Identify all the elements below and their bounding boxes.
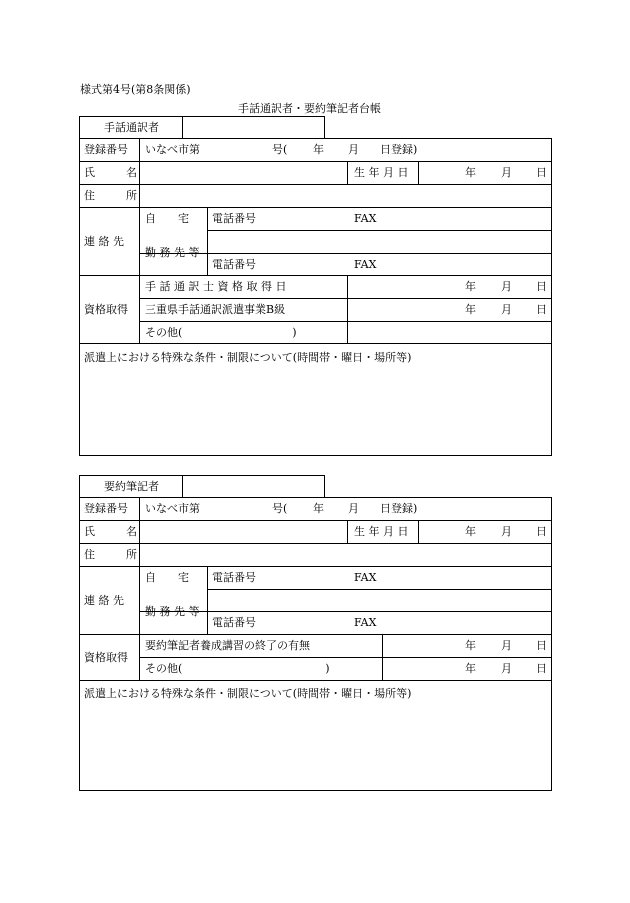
contact-label: 連 絡 先 [84, 235, 124, 248]
reg-month: 月 [348, 143, 359, 156]
section-header: 手話通訳者 [104, 121, 159, 134]
qual-row-month: 月 [501, 303, 512, 316]
form-reference: 様式第4号(第8条関係) [80, 83, 191, 96]
reg-middle: 号( [272, 143, 288, 156]
home-phone-label: 電話番号 [212, 571, 256, 584]
row-line [139, 611, 552, 612]
notes-label: 派遣上における特殊な条件・制限について(時間帯・曜日・場所等) [84, 351, 412, 364]
reg-suffix: 日登録) [380, 502, 418, 515]
qual-row-day: 日 [536, 303, 547, 316]
name-label: 氏 名 [84, 525, 147, 538]
row-line [139, 298, 552, 299]
contact-label: 連 絡 先 [84, 594, 124, 607]
row-line [79, 634, 552, 635]
qual-row-text: 手 話 通 訳 士 資 格 取 得 日 [145, 280, 287, 293]
qual-row-month: 月 [501, 639, 512, 652]
divider [182, 475, 183, 498]
birth-date-label: 生 年 月 日 [354, 166, 409, 179]
col-line [418, 161, 419, 184]
divider [182, 116, 183, 139]
row-line [139, 321, 552, 322]
qual-row-year: 年 [465, 662, 476, 675]
qual-row-text: 三重県手話通訳派遣事業B級 [145, 303, 286, 316]
birth-month: 月 [501, 525, 512, 538]
qualification-label: 資格取得 [84, 651, 128, 664]
work-phone-label: 電話番号 [212, 616, 256, 629]
qual-row-year: 年 [465, 639, 476, 652]
reg-year: 年 [313, 143, 324, 156]
reg-number-label: 登録番号 [84, 143, 128, 156]
reg-year: 年 [313, 502, 324, 515]
birth-year: 年 [465, 166, 476, 179]
row-line [79, 184, 552, 185]
birth-year: 年 [465, 525, 476, 538]
reg-prefix: いなべ市第 [145, 143, 200, 156]
row-line [79, 520, 552, 521]
qual-row-day: 日 [536, 280, 547, 293]
row-line [79, 161, 552, 162]
address-label: 住 所 [84, 548, 147, 561]
qual-row-text: その他( ) [145, 326, 297, 339]
address-label: 住 所 [84, 189, 147, 202]
qual-row-day: 日 [536, 662, 547, 675]
col-line [207, 566, 208, 634]
row-line [79, 207, 552, 208]
qual-row-text: その他( ) [145, 662, 330, 675]
work-fax-label: FAX [354, 258, 377, 271]
col-line [347, 161, 348, 184]
col-line [207, 207, 208, 275]
row-line [79, 543, 552, 544]
qual-row-month: 月 [501, 662, 512, 675]
row-line [79, 275, 552, 276]
home-fax-label: FAX [354, 212, 377, 225]
work-label: 勤 務 先 等 [145, 246, 200, 259]
birth-day: 日 [536, 166, 547, 179]
birth-date-label: 生 年 月 日 [354, 525, 409, 538]
work-phone-label: 電話番号 [212, 258, 256, 271]
home-label: 自 宅 [145, 571, 189, 584]
row-line [207, 230, 552, 231]
qual-row-text: 要約筆記者養成講習の終了の有無 [145, 639, 310, 652]
qualification-label: 資格取得 [84, 303, 128, 316]
qual-row-year: 年 [465, 280, 476, 293]
page-title: 手話通訳者・要約筆記者台帳 [238, 102, 381, 115]
qual-row-day: 日 [536, 639, 547, 652]
col-line [382, 634, 383, 681]
row-line [207, 589, 552, 590]
reg-month: 月 [348, 502, 359, 515]
col-line [418, 520, 419, 543]
col-line [347, 275, 348, 344]
work-label: 勤 務 先 等 [145, 605, 200, 618]
reg-number-label: 登録番号 [84, 502, 128, 515]
row-line [139, 253, 552, 254]
birth-month: 月 [501, 166, 512, 179]
col-line [347, 520, 348, 543]
reg-suffix: 日登録) [380, 143, 418, 156]
birth-day: 日 [536, 525, 547, 538]
notes-label: 派遣上における特殊な条件・制限について(時間帯・曜日・場所等) [84, 687, 412, 700]
section-header: 要約筆記者 [104, 480, 159, 493]
row-line [139, 657, 552, 658]
reg-middle: 号( [272, 502, 288, 515]
qual-row-month: 月 [501, 280, 512, 293]
reg-prefix: いなべ市第 [145, 502, 200, 515]
home-label: 自 宅 [145, 212, 189, 225]
work-fax-label: FAX [354, 616, 377, 629]
row-line [79, 566, 552, 567]
home-phone-label: 電話番号 [212, 212, 256, 225]
qual-row-year: 年 [465, 303, 476, 316]
home-fax-label: FAX [354, 571, 377, 584]
name-label: 氏 名 [84, 166, 147, 179]
